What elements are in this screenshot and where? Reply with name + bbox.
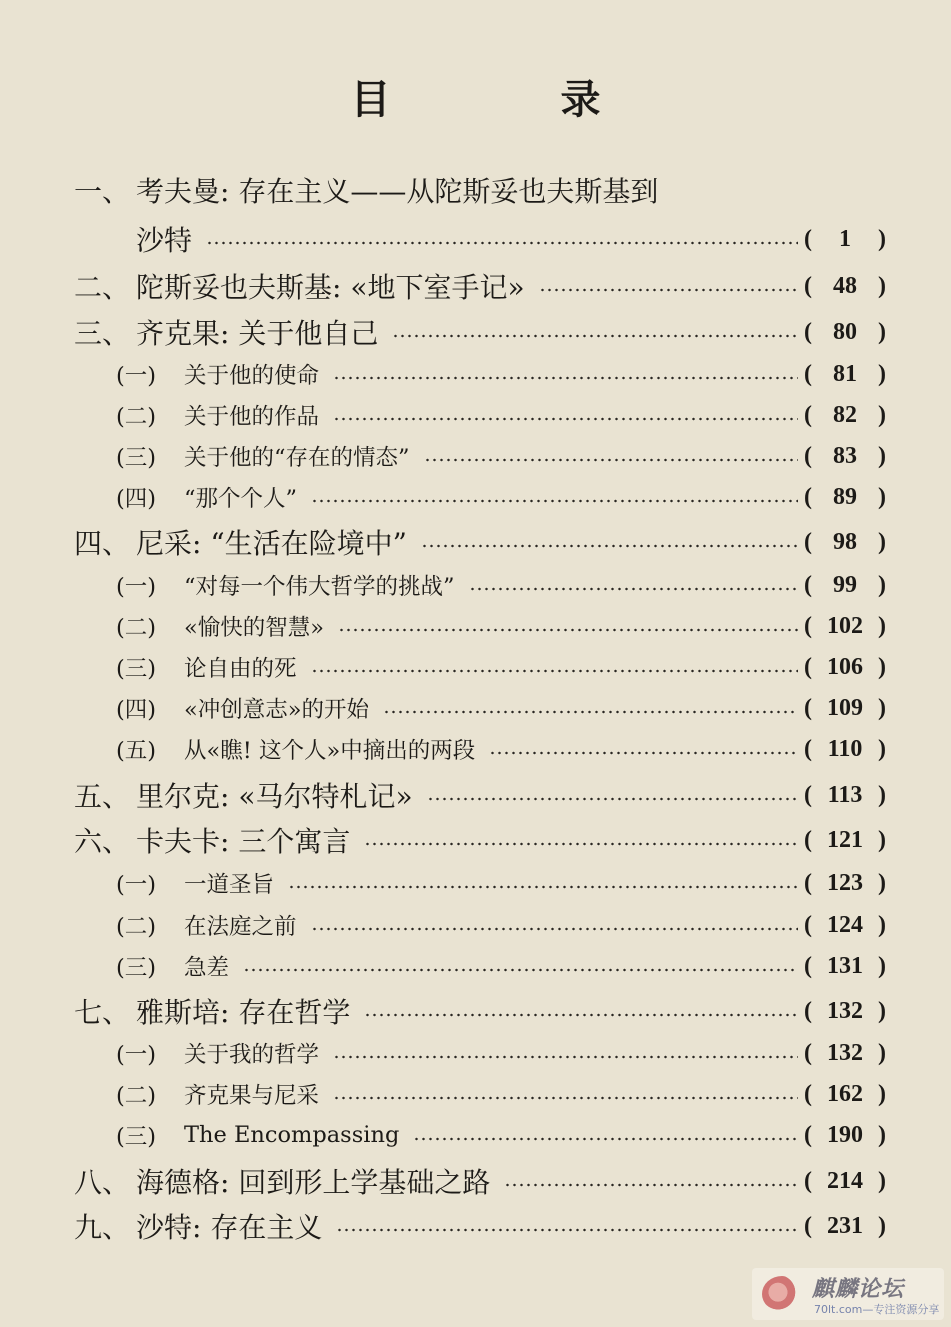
toc-number: (二) [116,615,157,641]
dot-leader [311,499,798,503]
page-number: ( 80 ) [804,318,886,345]
toc-title: 一道圣旨 [184,872,275,898]
toc-title: 关于他的使命 [184,363,320,389]
toc-title: 沙特: 存在主义 [136,1211,323,1244]
dot-leader [243,968,798,972]
dot-leader [413,1137,798,1141]
toc-number: 八、 [74,1166,131,1199]
page-number: ( 99 ) [804,571,886,598]
toc-title: “对每一个伟大哲学的挑战” [184,574,455,600]
page-number: ( 214 ) [804,1167,886,1194]
toc-title: 关于他的作品 [184,404,320,430]
toc-title: 卡夫卡: 三个寓言 [136,825,351,858]
toc-entry-1-line-1 [74,170,886,210]
toc-title: «冲创意志»的开始 [184,697,370,723]
toc-title: 关于他的“存在的情态” [184,445,410,471]
watermark-subtitle: 70lt.com—专注资源分享 [814,1303,940,1316]
dot-leader [392,334,798,338]
toc-subentry [116,1118,886,1152]
dot-leader [311,669,798,673]
page-number: ( 1 ) [804,225,886,252]
dot-leader [421,544,798,548]
toc-entry [74,312,886,352]
dot-leader [288,885,798,889]
page-number: ( 132 ) [804,997,886,1024]
page-number: ( 123 ) [804,869,886,896]
page-number: ( 82 ) [804,401,886,428]
toc-title: 里尔克: «马尔特札记» [136,780,413,813]
dot-leader [424,458,798,462]
page-number: ( 231 ) [804,1212,886,1239]
toc-title: The Encompassing [184,1122,400,1148]
toc-subentry [116,866,886,900]
toc-subentry [116,357,886,391]
toc-entry [74,775,886,815]
toc-number: 六、 [74,825,131,858]
toc-number: (三) [116,445,157,471]
toc-number: 一、 [74,175,131,208]
toc-number: 二、 [74,271,131,304]
toc-number: (一) [116,574,157,600]
page-number: ( 131 ) [804,952,886,979]
toc-entry-1-line-2 [74,219,886,259]
toc-number: (二) [116,404,157,430]
toc-entry [74,820,886,860]
page-number: ( 190 ) [804,1121,886,1148]
dot-leader [539,288,798,292]
toc-number: (四) [116,697,157,723]
toc-entry [74,1161,886,1201]
dot-leader [206,241,798,245]
toc-title: 急差 [184,955,230,981]
toc-subentry [116,691,886,725]
toc-subentry [116,480,886,514]
dot-leader [338,628,798,632]
toc-entry [74,522,886,562]
dot-leader [333,417,798,421]
dot-leader [333,1055,798,1059]
page-title: 目 录 [350,77,679,123]
dot-leader [364,842,798,846]
toc-title: 从«瞧! 这个人»中摘出的两段 [184,738,476,764]
toc-title: 陀斯妥也夫斯基: «地下室手记» [136,271,525,304]
toc-title: 尼采: “生活在险境中” [136,527,407,560]
page-number: ( 89 ) [804,483,886,510]
toc-title: «愉快的智慧» [184,615,325,641]
toc-subentry [116,609,886,643]
toc-title: 齐克果与尼采 [184,1083,320,1109]
toc-title: 考夫曼: 存在主义——从陀斯妥也夫斯基到 [136,175,659,208]
dragon-logo-icon [762,1276,802,1312]
toc-title: 论自由的死 [184,656,297,682]
page-number: ( 121 ) [804,826,886,853]
toc-title: 海德格: 回到形上学基础之路 [136,1166,491,1199]
toc-title: 雅斯培: 存在哲学 [136,996,351,1029]
toc-number: (一) [116,872,157,898]
page-number: ( 113 ) [804,781,886,808]
page-number: ( 106 ) [804,653,886,680]
toc-number: 三、 [74,317,131,350]
toc-number: (四) [116,486,157,512]
toc-subentry [116,1077,886,1111]
toc-number: (三) [116,955,157,981]
toc-number: 五、 [74,780,131,813]
dot-leader [383,710,798,714]
toc-number: (五) [116,738,157,764]
toc-number: (三) [116,656,157,682]
page-number: ( 109 ) [804,694,886,721]
page-number: ( 98 ) [804,528,886,555]
toc-entry [74,266,886,306]
toc-subentry [116,650,886,684]
dot-leader [336,1228,798,1232]
dot-leader [469,587,798,591]
toc-title: 关于我的哲学 [184,1042,320,1068]
toc-subentry [116,568,886,602]
toc-entry [74,991,886,1031]
page-number: ( 81 ) [804,360,886,387]
watermark-title: 麒麟论坛 [812,1277,905,1302]
toc-subentry [116,949,886,983]
toc-subentry [116,732,886,766]
toc-title: “那个个人” [184,486,298,512]
page-number: ( 102 ) [804,612,886,639]
page-number: ( 132 ) [804,1039,886,1066]
dot-leader [489,751,798,755]
forum-watermark [752,1268,944,1320]
toc-subentry [116,1036,886,1070]
page-number: ( 48 ) [804,272,886,299]
toc-subentry [116,439,886,473]
toc-title: 在法庭之前 [184,914,297,940]
toc-entry [74,1206,886,1246]
toc-number: (三) [116,1124,157,1150]
toc-subentry [116,398,886,432]
toc-number: (二) [116,914,157,940]
toc-title: 齐克果: 关于他自己 [136,317,379,350]
dot-leader [364,1013,798,1017]
toc-number: 九、 [74,1211,131,1244]
toc-number: (一) [116,363,157,389]
toc-number: 七、 [74,996,131,1029]
page-number: ( 110 ) [804,735,886,762]
dot-leader [427,797,798,801]
page-number: ( 124 ) [804,911,886,938]
dot-leader [333,1096,798,1100]
toc-title-continued: 沙特 [136,224,193,257]
page-number: ( 83 ) [804,442,886,469]
dot-leader [311,927,798,931]
toc-number: 四、 [74,527,131,560]
page-number: ( 162 ) [804,1080,886,1107]
toc-subentry [116,908,886,942]
toc-number: (二) [116,1083,157,1109]
dot-leader [333,376,798,380]
dot-leader [504,1183,798,1187]
toc-number: (一) [116,1042,157,1068]
